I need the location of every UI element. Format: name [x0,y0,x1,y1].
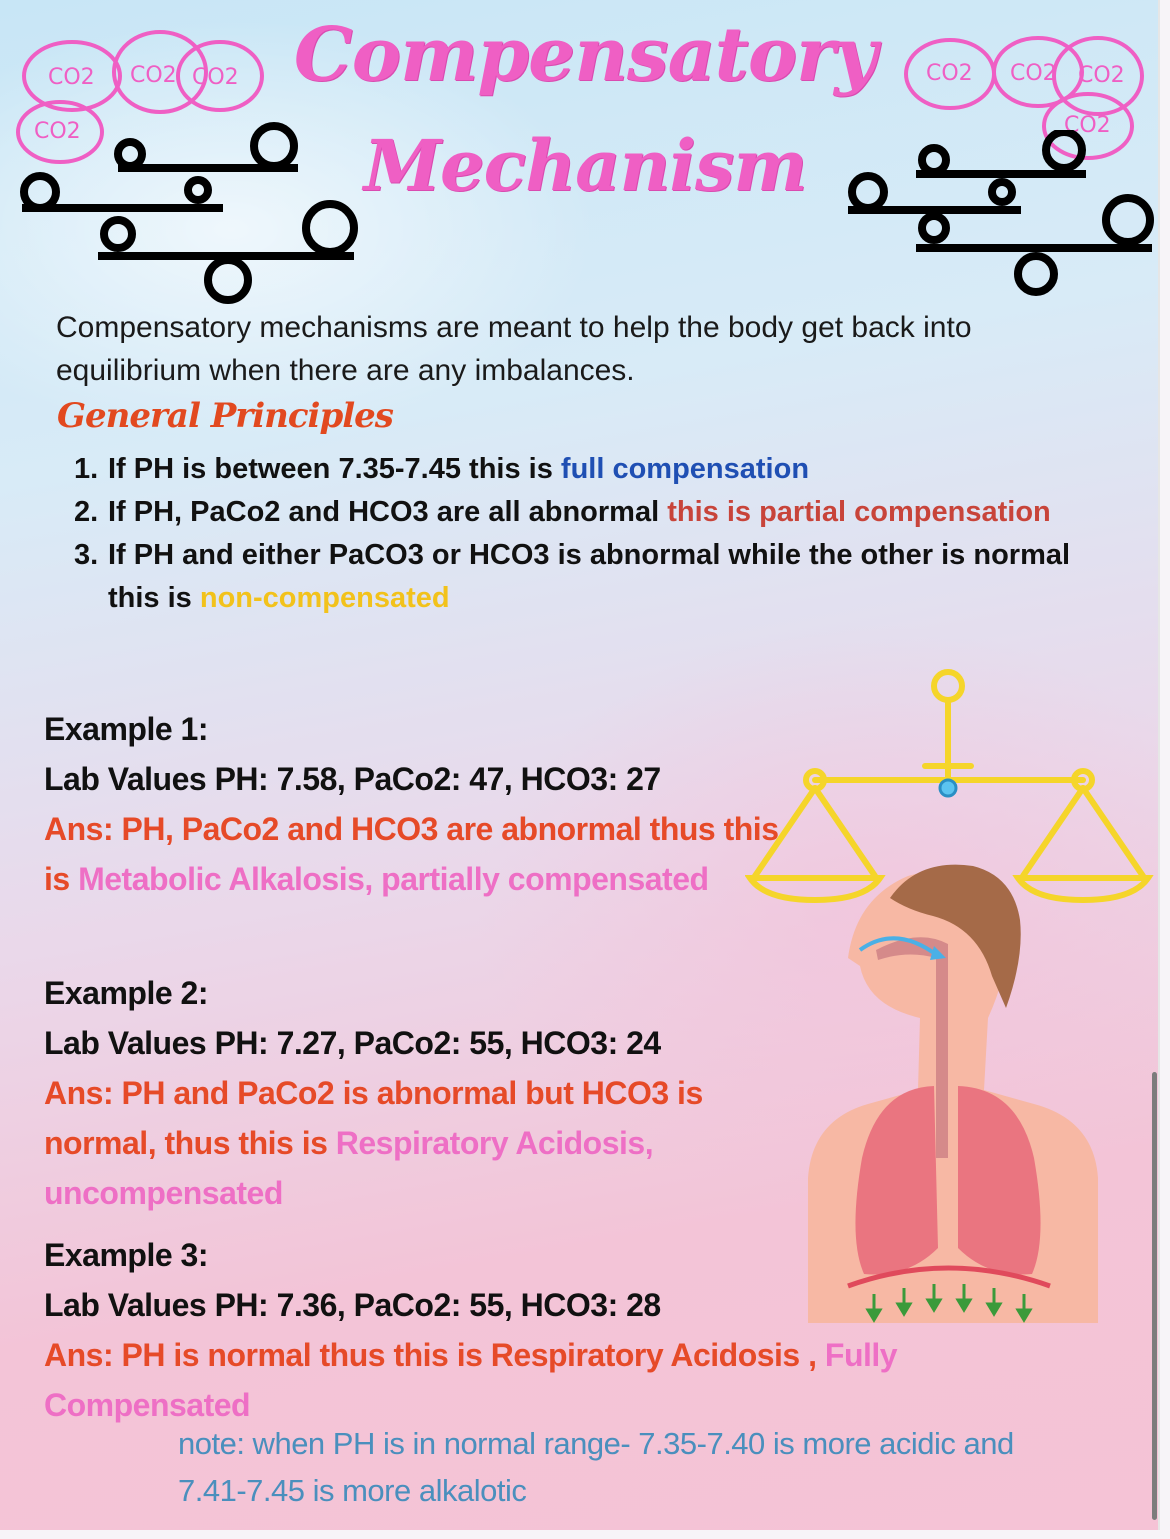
principle-highlight: this is partial compensation [667,496,1051,528]
co2-label: CO2 [926,61,973,86]
example-label: Example 3: [44,1237,208,1273]
answer-text: Ans: PH, PaCo2 and HCO3 are abnormal thus this is [44,811,779,897]
page-title-line2: Mechanism [363,124,807,207]
list-number: 1. [74,453,99,485]
section-heading: General Principles [57,396,393,436]
principles-list [74,448,1074,620]
diagnosis-text: Respiratory Acidosis, uncompensated [44,1125,654,1211]
example-3 [44,1230,1044,1430]
co2-label: CO2 [48,65,95,90]
list-item [74,534,1074,620]
lab-values: Lab Values PH: 7.36, PaCo2: 55, HCO3: 28 [44,1287,661,1323]
co2-label: CO2 [1078,63,1125,88]
list-item [74,491,1074,534]
diagnosis-text: Metabolic Alkalosis, partially compensated [78,861,709,897]
diagnosis-text: Fully Compensated [44,1337,898,1423]
answer-text: Ans: PH is normal thus this is Respiratory Acidosis , [44,1337,825,1373]
co2-label: CO2 [34,119,81,144]
principle-highlight: non-compensated [199,582,450,614]
page-title: Compensatory [293,12,877,98]
list-item [74,448,1074,491]
co2-label: CO2 [1064,113,1111,138]
lab-values: Lab Values PH: 7.27, PaCo2: 55, HCO3: 24 [44,1025,661,1061]
note-text: note: when PH is in normal range- 7.35-7.40 is more acidic and 7.41-7.45 is more alkalotic [178,1426,1014,1508]
principle-text: If PH is between 7.35-7.45 this is [108,453,561,485]
intro-text: Compensatory mechanisms are meant to help the body get back into equilibrium when there are any imbalances. [56,311,972,387]
list-number: 2. [74,496,99,528]
principle-text: If PH, PaCo2 and HCO3 are all abnormal [108,496,668,528]
answer-text: Ans: PH and PaCo2 is abnormal but HCO3 is normal, thus this is [44,1075,703,1161]
example-1 [44,704,804,904]
lab-values: Lab Values PH: 7.58, PaCo2: 47, HCO3: 27 [44,761,661,797]
co2-label: CO2 [192,65,239,90]
example-2 [44,968,804,1218]
principle-highlight: full compensation [560,453,810,485]
example-label: Example 1: [44,711,208,747]
principle-text: If PH and either PaCO3 or HCO3 is abnormal while the other is normal this is [108,539,1071,614]
example-label: Example 2: [44,975,208,1011]
list-number: 3. [74,539,99,571]
co2-label: CO2 [130,63,177,88]
co2-label: CO2 [1010,61,1057,86]
scrollbar[interactable] [1152,1072,1157,1520]
